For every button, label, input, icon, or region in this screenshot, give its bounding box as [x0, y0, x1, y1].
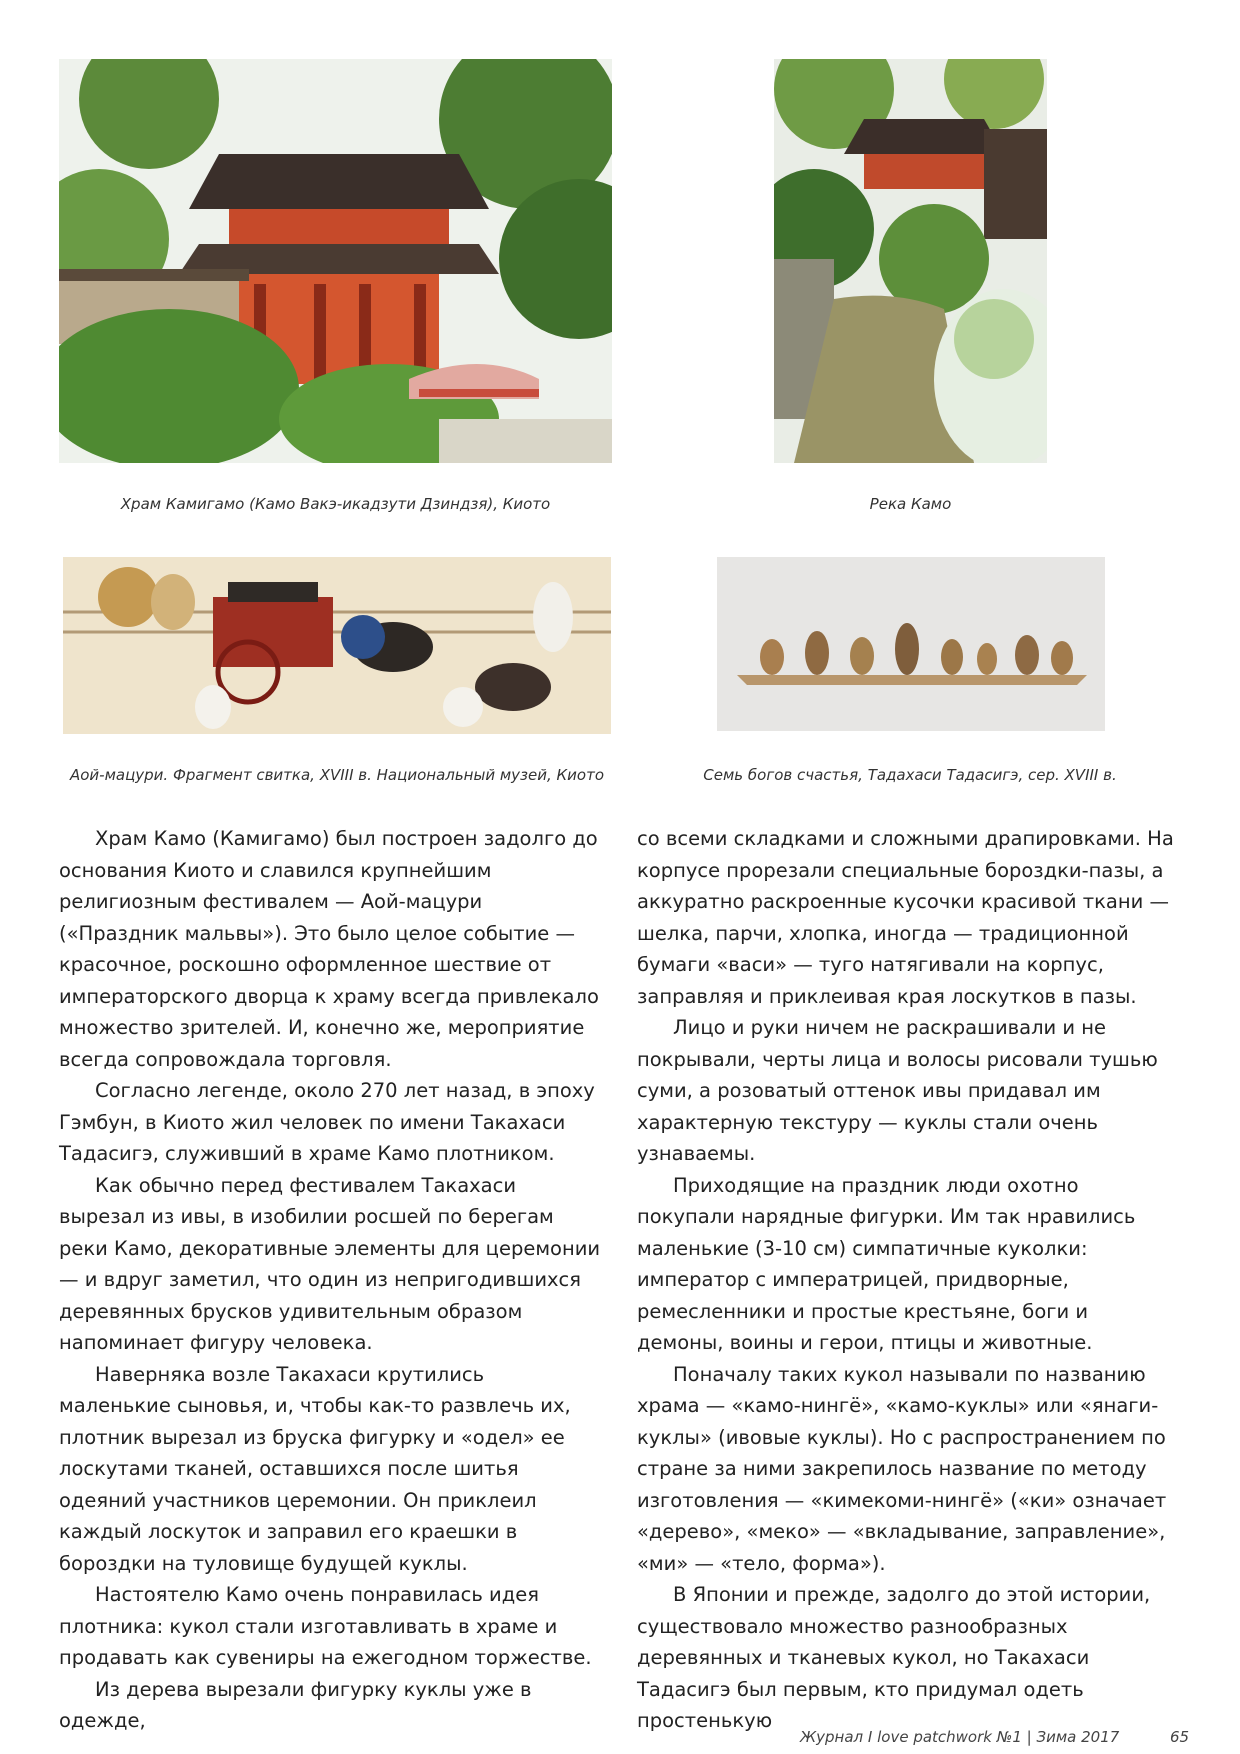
paragraph: Лицо и руки ничем не раскрашивали и не покрывали, черты лица и волосы рисовали тушью суми, а розоватый оттенок ивы придавал им характерную текстуру — куклы стали очень узнаваемы. [637, 1016, 1158, 1165]
journal-title: Журнал I love patchwork №1 | Зима 2017 [800, 1728, 1120, 1746]
scroll-photo [63, 557, 611, 734]
paragraph: В Японии и прежде, задолго до этой истории, существовало множество разнообразных деревянных и тканевых кукол, но Такахаси Тадасигэ был первым, кто придумал одеть простенькую [637, 1583, 1151, 1732]
paragraph: Приходящие на праздник люди охотно покупали нарядные фигурки. Им так нравились маленькие (3-10 см) симпатичные куколки: император с императрицей, придворные, ремесленники и простые крестьяне, боги и демоны, воины и герои, птицы и животные. [637, 1173, 1136, 1354]
river-photo [774, 59, 1047, 463]
paragraph: Из дерева вырезали фигурку куклы уже в одежде, [59, 1677, 532, 1732]
temple-caption: Храм Камигамо (Камо Вакэ-икадзути Дзиндзя), Киото [120, 495, 551, 513]
paragraph: со всеми складками и сложными драпировками. На корпусе прорезали специальные бороздки-пазы, а аккуратно раскроенные кусочки красивой ткани — шелка, парчи, хлопка, иногда — традиционной бумаги «васи» — туго натягивали на корпус, заправляя и приклеивая края лоскутков в пазы. [637, 827, 1174, 1008]
paragraph: Как обычно перед фестивалем Такахаси вырезал из ивы, в изобилии росшей по берегам реки Камо, декоративные элементы для церемонии — и вдруг заметил, что один из непригодившихся деревянных брусков удивительным образом напоминает фигуру человека. [59, 1173, 601, 1354]
dolls-photo [717, 557, 1105, 731]
left-text-column [59, 823, 601, 1737]
scroll-caption: Аой-мацури. Фрагмент свитка, XVIII в. Национальный музей, Киото [69, 766, 605, 784]
dolls-caption: Семь богов счастья, Тадахаси Тадасигэ, сер. XVIII в. [703, 766, 1117, 784]
paragraph: Наверняка возле Такахаси крутились маленькие сыновья, и, чтобы как-то развлечь их, плотник вырезал из бруска фигурку и «одел» ее лоскутами тканей, оставшихся после шитья одеяний участников церемонии. Он приклеил каждый лоскуток и заправил его краешки в бороздки на туловище будущей куклы. [59, 1362, 571, 1575]
river-caption: Река Камо [869, 495, 952, 513]
temple-photo [59, 59, 612, 463]
paragraph: Настоятелю Камо очень понравилась идея плотника: кукол стали изготавливать в храме и продавать как сувениры на ежегодном торжестве. [59, 1583, 592, 1669]
page-number: 65 [1170, 1728, 1190, 1746]
right-text-column [637, 823, 1179, 1737]
paragraph: Храм Камо (Камигамо) был построен задолго до основания Киото и славился крупнейшим религиозным фестивалем — Аой-мацури («Праздник мальвы»). Это было целое событие — красочное, роскошно оформленное шествие от императорского дворца к храму всегда привлекало множество зрителей. И, конечно же, мероприятие всегда сопровождала торговля. [59, 827, 599, 1071]
paragraph: Поначалу таких кукол называли по названию храма — «камо-нингё», «камо-куклы» или «янаги-куклы» (ивовые куклы). Но с распространением по стране за ними закрепилось название по методу изготовления — «кимекоми-нингё» («ки» означает «дерево», «меко» — «вкладывание, заправление», «ми» — «тело, форма»). [637, 1362, 1167, 1575]
paragraph: Согласно легенде, около 270 лет назад, в эпоху Гэмбун, в Киото жил человек по имени Такахаси Тадасигэ, служивший в храме Камо плотником. [59, 1079, 595, 1165]
